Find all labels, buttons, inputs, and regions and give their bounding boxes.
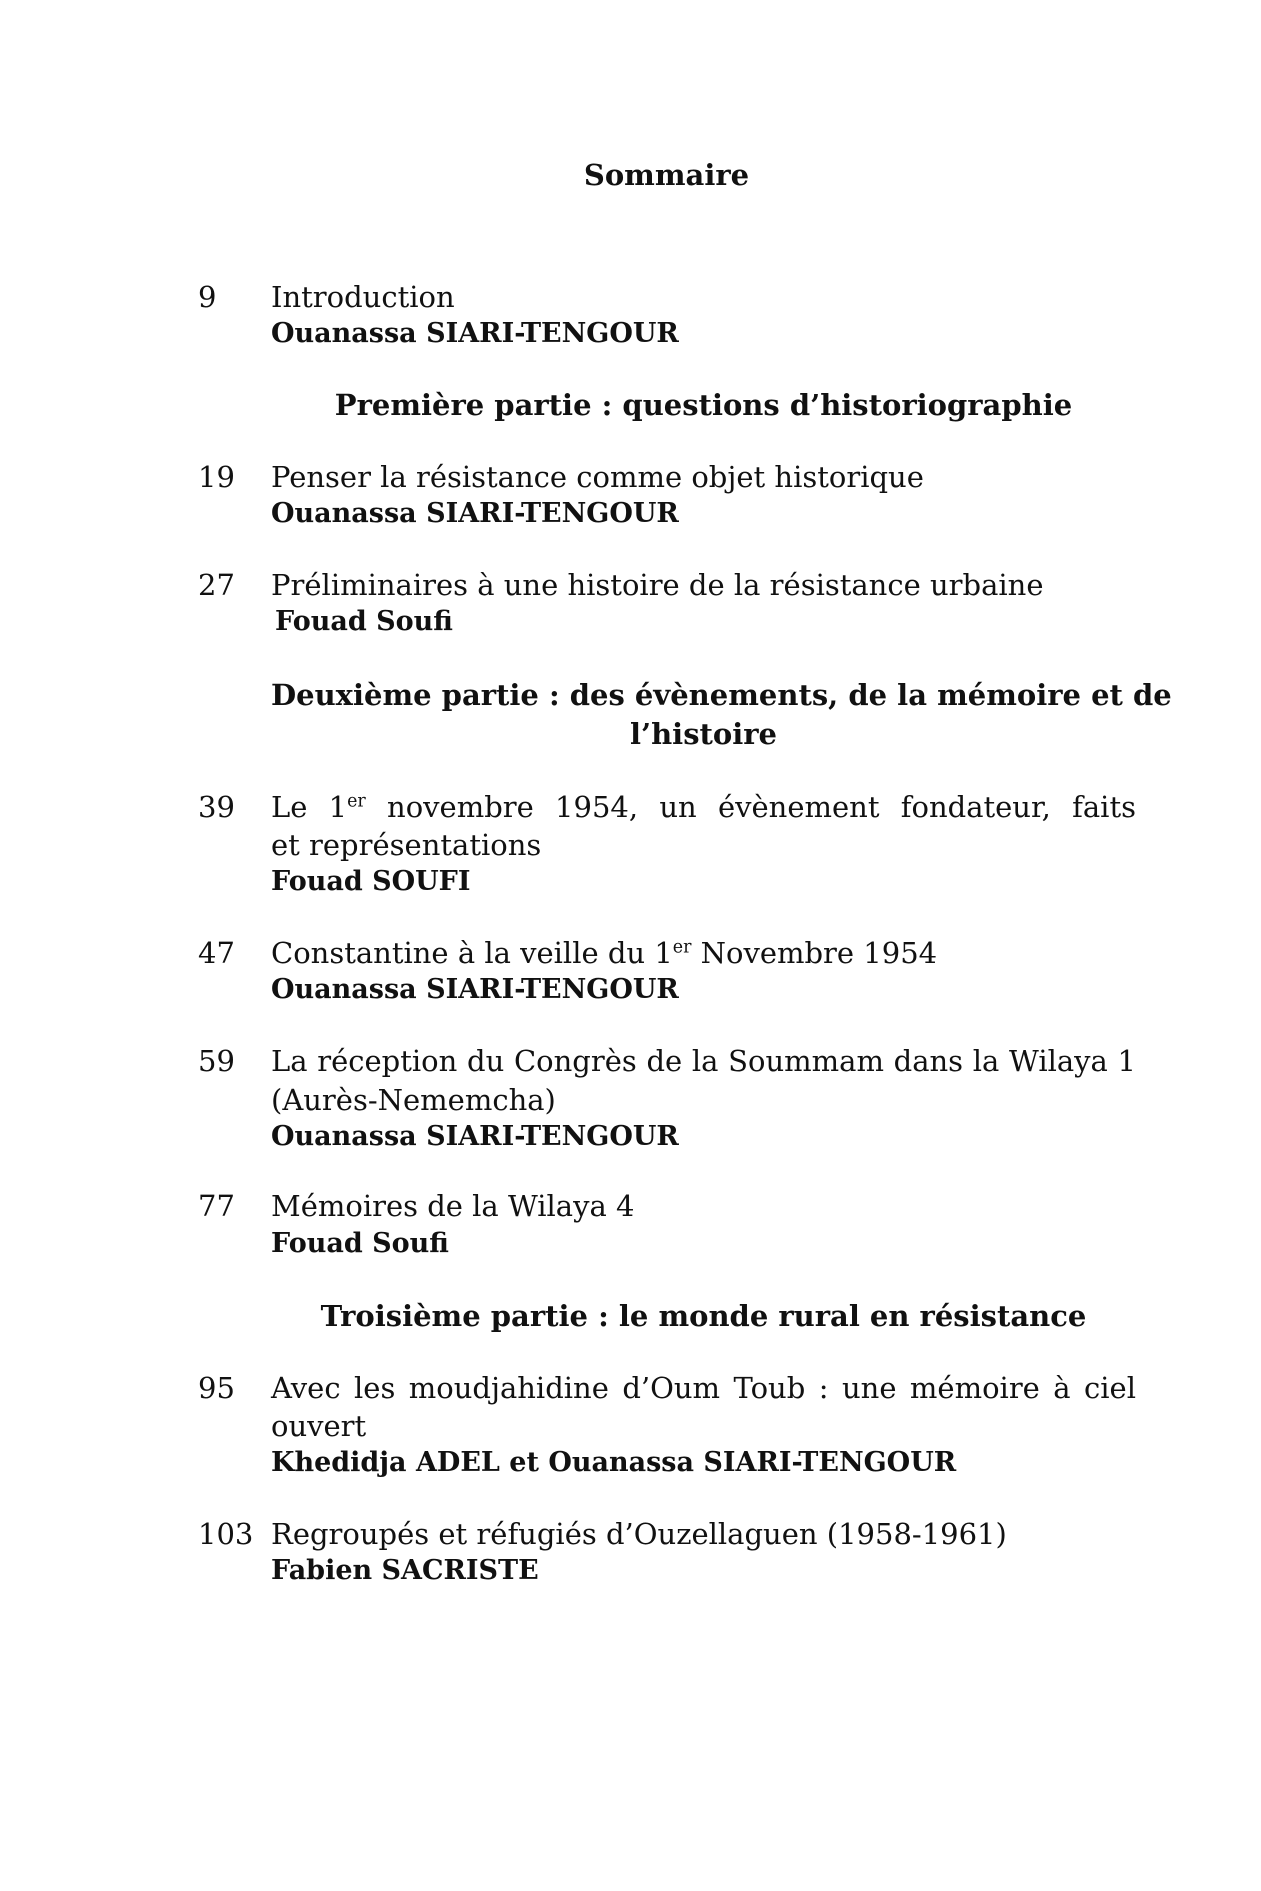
chapter-author: Fabien SACRISTE — [271, 1555, 539, 1586]
chapter-author: Ouanassa SIARI-TENGOUR — [271, 974, 679, 1005]
chapter-author: Khedidja ADEL et Ouanassa SIARI-TENGOUR — [271, 1447, 957, 1478]
page-number: 19 — [198, 460, 235, 494]
chapter-title: Avec les moudjahidine d’Oum Toub : une mémoire à ciel — [271, 1371, 1136, 1405]
chapter-title: La réception du Congrès de la Soummam dans la Wilaya 1 — [271, 1044, 1136, 1078]
page-number: 103 — [198, 1517, 254, 1551]
page-number: 77 — [198, 1189, 235, 1223]
part-heading: Troisième partie : le monde rural en résistance — [320, 1299, 1087, 1333]
page-number: 39 — [198, 790, 235, 824]
chapter-title-cont: et représentations — [271, 828, 542, 862]
page-number: 9 — [198, 280, 217, 314]
chapter-title: Mémoires de la Wilaya 4 — [271, 1189, 635, 1223]
page-title: Sommaire — [583, 158, 750, 192]
title-part: Constantine à la veille du 1 — [271, 936, 673, 970]
chapter-author: Fouad Soufi — [275, 606, 453, 637]
superscript: er — [672, 937, 692, 958]
chapter-title — [271, 936, 937, 970]
superscript: er — [347, 791, 366, 812]
chapter-author: Fouad Soufi — [271, 1228, 449, 1259]
page-number: 95 — [198, 1371, 235, 1405]
chapter-title: Penser la résistance comme objet historique — [271, 460, 924, 494]
part-heading-cont: l’histoire — [629, 717, 778, 751]
part-heading: Première partie : questions d’historiographie — [334, 388, 1073, 422]
page-number: 27 — [198, 568, 235, 602]
part-heading: Deuxième partie : des évènements, de la mémoire et de — [271, 678, 1172, 712]
title-part: Le 1 — [271, 790, 348, 824]
chapter-author: Ouanassa SIARI-TENGOUR — [271, 1121, 679, 1152]
page-number: 59 — [198, 1044, 235, 1078]
chapter-title — [271, 790, 1136, 824]
chapter-author: Fouad SOUFI — [271, 866, 471, 897]
chapter-author: Ouanassa SIARI-TENGOUR — [271, 318, 679, 349]
page-number: 47 — [198, 936, 235, 970]
title-part: Novembre 1954 — [691, 936, 938, 970]
chapter-title: Regroupés et réfugiés d’Ouzellaguen (1958-1961) — [271, 1517, 1007, 1551]
chapter-title-cont: (Aurès-Nememcha) — [271, 1083, 556, 1117]
title-part: novembre 1954, un évènement fondateur, faits — [365, 790, 1136, 824]
chapter-author: Ouanassa SIARI-TENGOUR — [271, 498, 679, 529]
chapter-title: Préliminaires à une histoire de la résistance urbaine — [271, 568, 1044, 602]
chapter-title-cont: ouvert — [271, 1409, 367, 1443]
chapter-title: Introduction — [271, 280, 455, 314]
